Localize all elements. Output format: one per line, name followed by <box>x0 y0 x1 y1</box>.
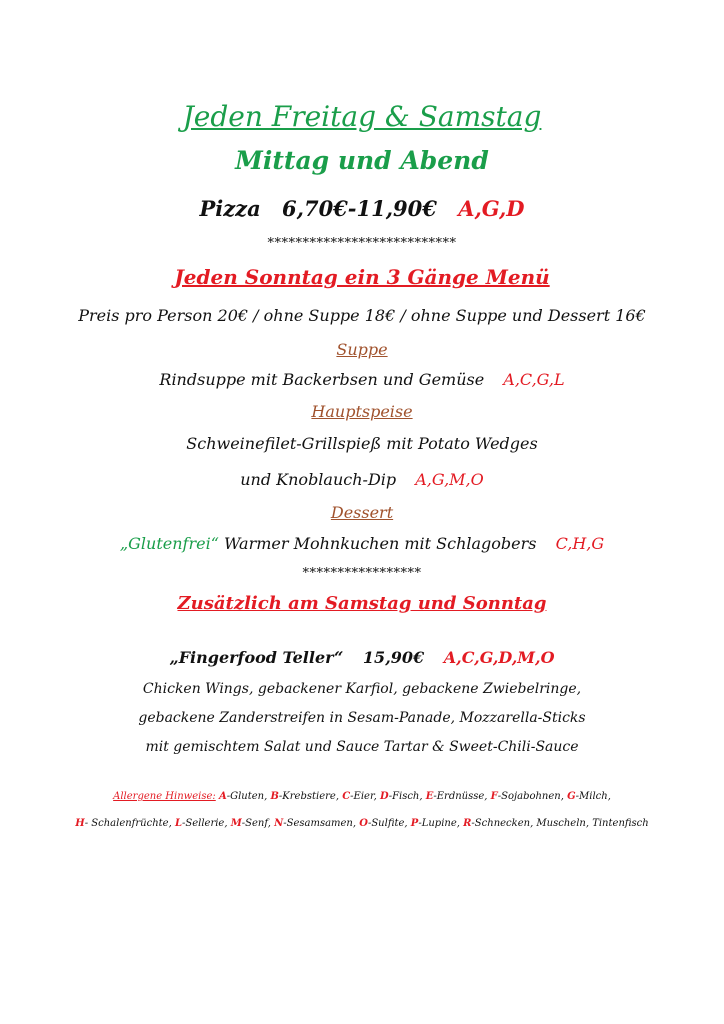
fingerfood-desc-line3: mit gemischtem Salat und Sauce Tartar & Sweet-Chili-Sauce <box>145 739 579 755</box>
allergen-code: R <box>463 818 472 829</box>
allergen-name: -Eier, <box>350 791 381 802</box>
dessert-dish: Warmer Mohnkuchen mit Schlagobers <box>223 534 537 553</box>
fingerfood-name: „Fingerfood Teller“ <box>169 648 344 667</box>
pizza-name: Pizza <box>199 196 261 221</box>
allergen-list-1 <box>219 791 611 802</box>
separator-stars: *************************** <box>267 236 457 251</box>
glutenfree-tag: „Glutenfrei“ <box>119 534 219 553</box>
menu-subtitle: Mittag und Abend <box>235 146 489 175</box>
pizza-price: 6,70€-11,90€ <box>282 196 437 221</box>
main-course-heading: Hauptspeise <box>311 402 413 421</box>
allergen-code: A <box>218 791 227 802</box>
allergen-code: P <box>410 818 419 829</box>
soup-allergens: A,C,G,L <box>503 370 565 389</box>
main-course-allergens: A,G,M,O <box>415 470 484 489</box>
soup-dish: Rindsuppe mit Backerbsen und Gemüse <box>159 370 485 389</box>
allergen-notes-line2 <box>0 818 724 829</box>
dessert-heading: Dessert <box>330 503 394 522</box>
fingerfood-desc-line2: gebackene Zanderstreifen in Sesam-Panade, Mozzarella-Sticks <box>138 710 586 726</box>
allergen-code: M <box>230 818 242 829</box>
weekend-heading: Zusätzlich am Samstag und Sonntag <box>177 593 547 614</box>
pizza-allergens: A,G,D <box>458 196 525 221</box>
allergen-notes-label: Allergene Hinweise: <box>113 791 216 802</box>
allergen-name: -Sellerie, <box>181 818 231 829</box>
allergen-code: O <box>359 818 368 829</box>
allergen-code: B <box>270 791 279 802</box>
allergen-code: F <box>490 791 498 802</box>
fingerfood-price: 15,90€ <box>362 648 425 667</box>
main-course-dish-line1: Schweinefilet-Grillspieß mit Potato Wedges <box>186 434 538 453</box>
soup-line <box>0 370 724 389</box>
fingerfood-allergens: A,C,G,D,M,O <box>443 648 555 667</box>
allergen-name: -Fisch, <box>388 791 426 802</box>
pizza-line <box>0 196 724 221</box>
soup-heading: Suppe <box>336 340 388 359</box>
menu-title: Jeden Freitag & Samstag <box>182 100 542 133</box>
allergen-name: -Erdnüsse, <box>433 791 491 802</box>
sunday-menu-heading: Jeden Sonntag ein 3 Gänge Menü <box>174 265 550 289</box>
allergen-code: D <box>380 791 389 802</box>
main-course-line2 <box>0 470 724 489</box>
fingerfood-line <box>0 648 724 667</box>
allergen-code: E <box>425 791 434 802</box>
allergen-code: C <box>342 791 351 802</box>
allergen-name: -Krebstiere, <box>278 791 343 802</box>
allergen-notes-line1 <box>0 791 724 802</box>
allergen-name: -Senf, <box>241 818 275 829</box>
allergen-code: L <box>174 818 182 829</box>
allergen-code: N <box>274 818 284 829</box>
allergen-name: -Sesamsamen, <box>283 818 360 829</box>
allergen-name: -Lupine, <box>418 818 464 829</box>
allergen-code: G <box>567 791 576 802</box>
allergen-name: -Gluten, <box>226 791 271 802</box>
allergen-name: -Sulfite, <box>367 818 411 829</box>
allergen-code: H <box>75 818 85 829</box>
allergen-name: -Schnecken, Muscheln, Tintenfisch <box>471 818 649 829</box>
dessert-allergens: C,H,G <box>555 534 605 553</box>
sunday-price-line: Preis pro Person 20€ / ohne Suppe 18€ / ohne Suppe und Dessert 16€ <box>78 306 646 325</box>
allergen-list-2 <box>75 818 648 829</box>
fingerfood-desc-line1: Chicken Wings, gebackener Karfiol, gebackene Zwiebelringe, <box>142 681 582 697</box>
separator-stars-2: ***************** <box>302 566 422 581</box>
allergen-name: -Sojabohnen, <box>497 791 568 802</box>
allergen-name: -Milch, <box>575 791 611 802</box>
dessert-line <box>0 534 724 553</box>
allergen-name: - Schalenfrüchte, <box>84 818 175 829</box>
main-course-dish-line2: und Knoblauch-Dip <box>240 470 397 489</box>
